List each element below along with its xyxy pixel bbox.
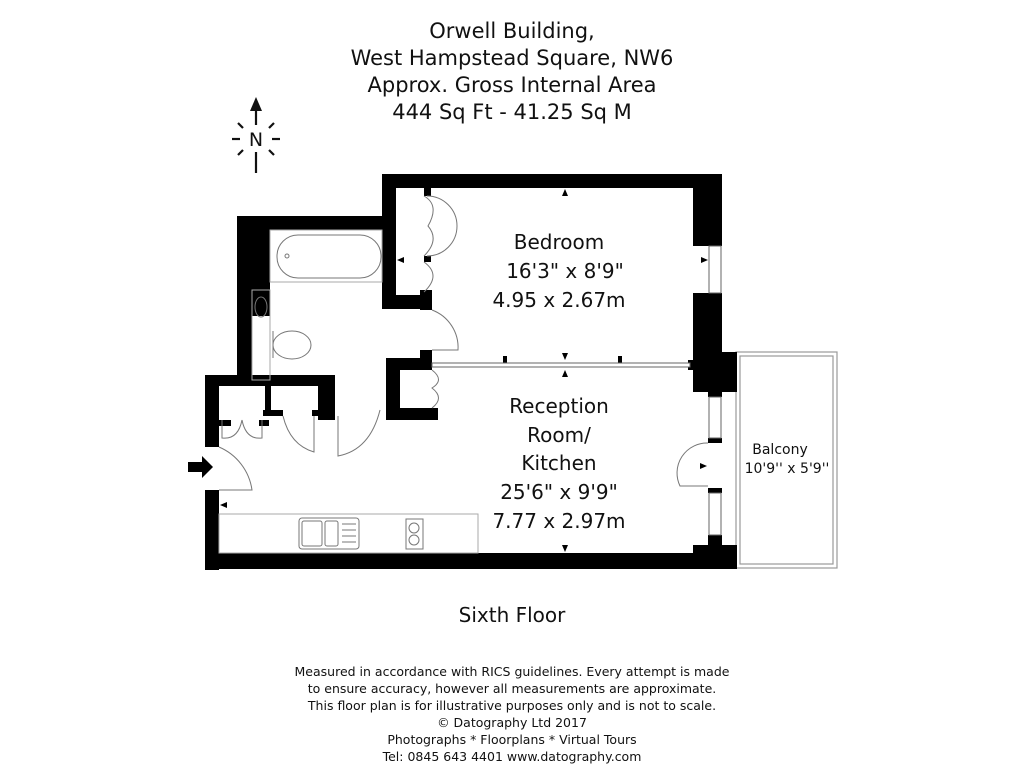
bath-icon: [277, 235, 381, 278]
entrance-arrow-icon: [188, 456, 213, 478]
door-swings: [219, 196, 708, 490]
copyright: © Datography Ltd 2017: [437, 715, 587, 730]
disclaimer-line-1: Measured in accordance with RICS guidelines. Every attempt is made: [294, 664, 730, 679]
compass-label: N: [248, 129, 264, 151]
disclaimer: [0, 663, 1024, 765]
reception-name-2: Room/: [527, 423, 591, 447]
area-label: Approx. Gross Internal Area: [367, 73, 657, 97]
kitchen-counter: [219, 514, 478, 553]
balcony-name: Balcony: [752, 442, 808, 458]
bedroom-name: Bedroom: [513, 230, 605, 254]
balcony: [736, 352, 837, 568]
disclaimer-line-3: This floor plan is for illustrative purposes only and is not to scale.: [307, 698, 717, 713]
contact: Tel: 0845 643 4401 www.datography.com: [382, 749, 642, 764]
reception-name-1: Reception: [509, 394, 609, 418]
services: Photographs * Floorplans * Virtual Tours: [387, 732, 637, 747]
balcony-imperial: 10'9'' x 5'9'': [744, 461, 830, 477]
toilet-icon: [273, 331, 311, 359]
reception-name-3: Kitchen: [521, 451, 597, 475]
bedroom-imperial: 16'3" x 8'9": [506, 259, 624, 283]
address: West Hampstead Square, NW6: [350, 46, 674, 70]
reception-metric: 7.77 x 2.97m: [492, 509, 626, 533]
reception-imperial: 25'6" x 9'9": [500, 480, 618, 504]
room-balcony: [745, 442, 830, 477]
bedroom-metric: 4.95 x 2.67m: [492, 288, 626, 312]
building-name: Orwell Building,: [429, 19, 595, 43]
floor-name: Sixth Floor: [458, 603, 566, 627]
sink-icon: [299, 518, 359, 549]
disclaimer-line-2: to ensure accuracy, however all measurements are approximate.: [307, 681, 717, 696]
dimension-markers: [220, 189, 708, 552]
room-bedroom: [492, 230, 625, 312]
walls: [205, 174, 737, 570]
room-reception: [492, 394, 625, 533]
area-value: 444 Sq Ft - 41.25 Sq M: [392, 100, 632, 124]
